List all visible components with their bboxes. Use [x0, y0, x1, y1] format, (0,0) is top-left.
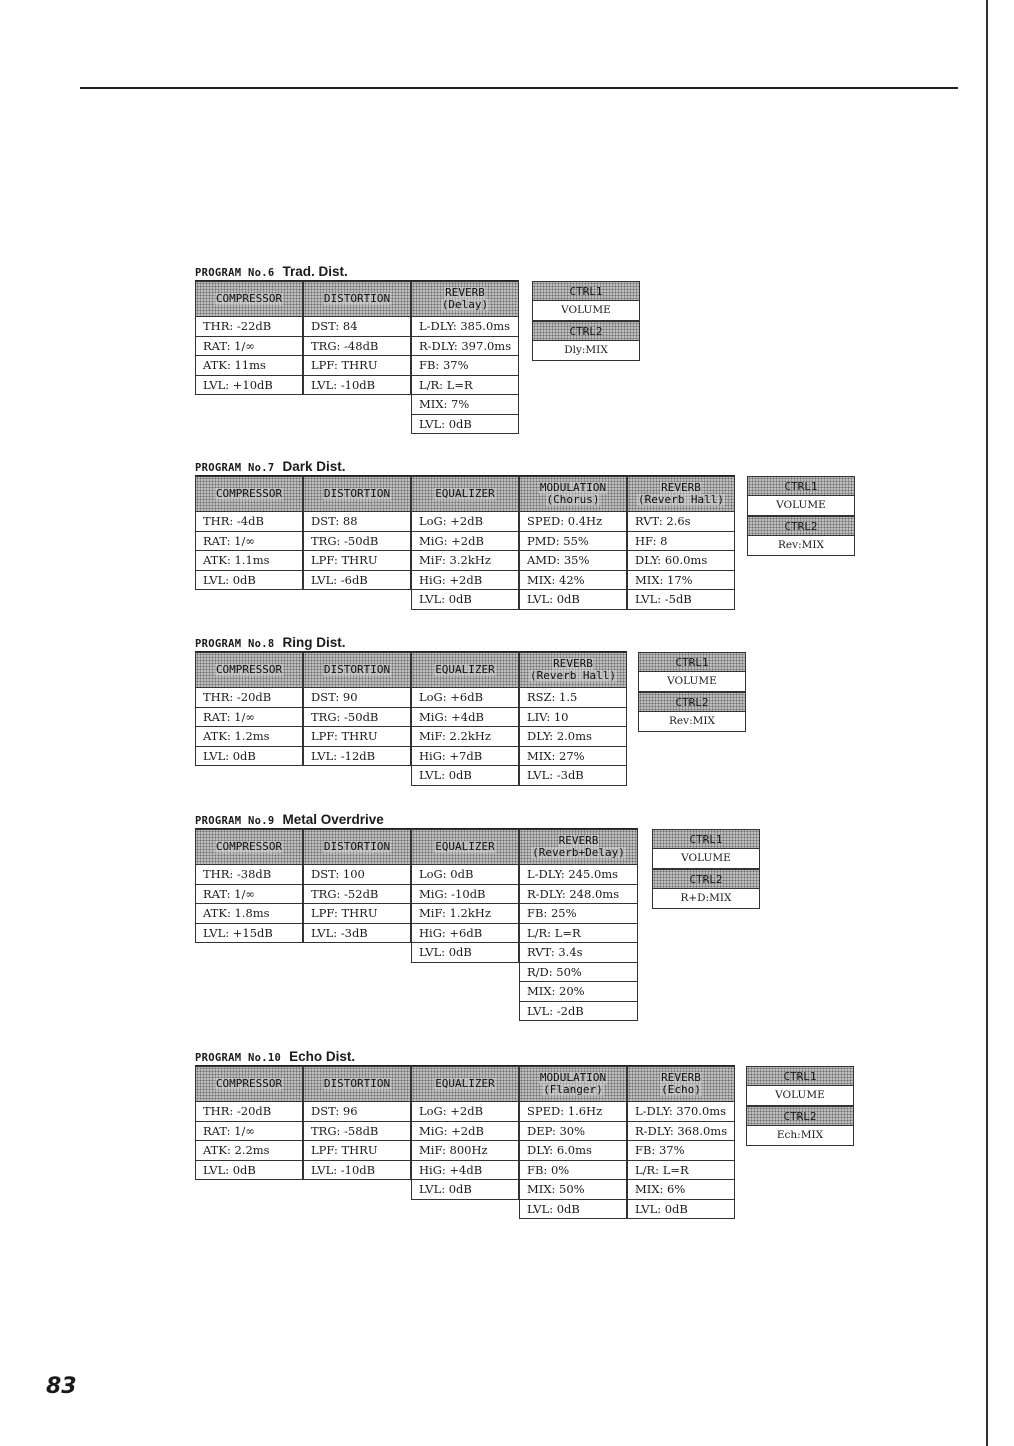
ctrl1-header: CTRL1	[532, 281, 640, 301]
param-cell: LVL: -5dB	[627, 590, 735, 610]
program-title	[195, 810, 638, 828]
controller-assign	[746, 1066, 854, 1146]
controller-assign	[638, 652, 746, 732]
param-cell: R/D: 50%	[519, 963, 638, 983]
ctrl1-header: CTRL1	[638, 652, 746, 672]
block-header: DISTORTION	[303, 829, 411, 865]
program-8	[195, 633, 717, 782]
param-cell: FB: 25%	[519, 904, 638, 924]
program-name: Metal Overdrive	[282, 812, 384, 827]
compressor-block	[195, 652, 303, 766]
program-10	[195, 1047, 825, 1216]
param-cell: ATK: 1.2ms	[195, 727, 303, 747]
compressor-block	[195, 476, 303, 590]
block-header: COMPRESSOR	[195, 829, 303, 865]
block-header: COMPRESSOR	[195, 476, 303, 512]
program-number: PROGRAM No.8	[195, 638, 275, 650]
param-cell: TRG: -48dB	[303, 337, 411, 357]
param-cell: MiF: 1.2kHz	[411, 904, 519, 924]
param-cell: HiG: +7dB	[411, 747, 519, 767]
param-cell: HiG: +6dB	[411, 924, 519, 944]
param-cell: LVL: -10dB	[303, 1161, 411, 1181]
reverb-block	[519, 829, 638, 1021]
program-title	[195, 633, 627, 651]
program-7	[195, 457, 826, 606]
param-cell: MIX: 6%	[627, 1180, 735, 1200]
program-name: Echo Dist.	[289, 1049, 356, 1064]
controller-assign	[652, 829, 760, 909]
param-cell: LPF: THRU	[303, 356, 411, 376]
param-cell: L-DLY: 245.0ms	[519, 865, 638, 885]
param-cell: RSZ: 1.5	[519, 688, 627, 708]
param-cell: TRG: -50dB	[303, 708, 411, 728]
param-cell: LVL: -12dB	[303, 747, 411, 767]
param-cell: LVL: -3dB	[519, 766, 627, 786]
equalizer-block	[411, 829, 519, 963]
param-cell: L/R: L=R	[519, 924, 638, 944]
block-header: REVERB (Reverb Hall)	[519, 652, 627, 688]
param-cell: LVL: 0dB	[411, 415, 519, 435]
param-cell: L-DLY: 370.0ms	[627, 1102, 735, 1122]
param-cell: MiG: +2dB	[411, 532, 519, 552]
param-cell: LVL: -6dB	[303, 571, 411, 591]
param-cell: LIV: 10	[519, 708, 627, 728]
param-cell: THR: -4dB	[195, 512, 303, 532]
param-cell: FB: 37%	[627, 1141, 735, 1161]
reverb-block	[519, 652, 627, 786]
param-cell: LVL: 0dB	[411, 766, 519, 786]
param-cell: THR: -22dB	[195, 317, 303, 337]
block-header: DISTORTION	[303, 652, 411, 688]
param-cell: TRG: -50dB	[303, 532, 411, 552]
ctrl1-value: VOLUME	[747, 496, 855, 516]
param-cell: L-DLY: 385.0ms	[411, 317, 519, 337]
header-rule	[80, 87, 958, 89]
compressor-block	[195, 281, 303, 395]
param-cell: LVL: 0dB	[411, 590, 519, 610]
block-header: MODULATION (Chorus)	[519, 476, 627, 512]
param-cell: MIX: 17%	[627, 571, 735, 591]
block-header: REVERB (Reverb+Delay)	[519, 829, 638, 865]
param-cell: RAT: 1/∞	[195, 337, 303, 357]
distortion-block	[303, 829, 411, 943]
equalizer-block	[411, 476, 519, 610]
program-title	[195, 262, 519, 280]
program-name: Dark Dist.	[282, 459, 346, 474]
distortion-block	[303, 476, 411, 590]
block-header: EQUALIZER	[411, 829, 519, 865]
program-name: Trad. Dist.	[282, 264, 348, 279]
ctrl1-header: CTRL1	[747, 476, 855, 496]
param-cell: ATK: 11ms	[195, 356, 303, 376]
distortion-block	[303, 1066, 411, 1180]
param-cell: LPF: THRU	[303, 1141, 411, 1161]
ctrl1-header: CTRL1	[746, 1066, 854, 1086]
param-cell: LVL: 0dB	[195, 1161, 303, 1181]
param-cell: HiG: +2dB	[411, 571, 519, 591]
compressor-block	[195, 1066, 303, 1180]
equalizer-block	[411, 652, 519, 786]
param-cell: MiF: 3.2kHz	[411, 551, 519, 571]
param-cell: DST: 84	[303, 317, 411, 337]
block-header: DISTORTION	[303, 476, 411, 512]
block-header: COMPRESSOR	[195, 1066, 303, 1102]
program-title	[195, 1047, 735, 1065]
param-cell: RVT: 2.6s	[627, 512, 735, 532]
ctrl2-header: CTRL2	[638, 692, 746, 712]
compressor-block	[195, 829, 303, 943]
param-cell: MIX: 42%	[519, 571, 627, 591]
ctrl2-header: CTRL2	[652, 869, 760, 889]
param-cell: RVT: 3.4s	[519, 943, 638, 963]
param-cell: MiG: -10dB	[411, 885, 519, 905]
param-cell: LPF: THRU	[303, 551, 411, 571]
param-cell: THR: -20dB	[195, 688, 303, 708]
param-cell: MIX: 7%	[411, 395, 519, 415]
ctrl1-value: VOLUME	[532, 301, 640, 321]
param-cell: LPF: THRU	[303, 904, 411, 924]
param-cell: PMD: 55%	[519, 532, 627, 552]
param-cell: LVL: 0dB	[411, 1180, 519, 1200]
ctrl1-value: VOLUME	[746, 1086, 854, 1106]
program-number: PROGRAM No.6	[195, 267, 275, 279]
param-cell: RAT: 1/∞	[195, 532, 303, 552]
param-cell: R-DLY: 368.0ms	[627, 1122, 735, 1142]
param-cell: LVL: +15dB	[195, 924, 303, 944]
param-cell: TRG: -58dB	[303, 1122, 411, 1142]
param-cell: DST: 100	[303, 865, 411, 885]
block-header: EQUALIZER	[411, 476, 519, 512]
param-cell: DST: 96	[303, 1102, 411, 1122]
param-cell: LVL: -3dB	[303, 924, 411, 944]
program-number: PROGRAM No.10	[195, 1052, 282, 1064]
param-cell: AMD: 35%	[519, 551, 627, 571]
block-header: EQUALIZER	[411, 1066, 519, 1102]
controller-assign	[747, 476, 855, 556]
reverb-block	[627, 476, 735, 610]
param-cell: SPED: 0.4Hz	[519, 512, 627, 532]
param-cell: SPED: 1.6Hz	[519, 1102, 627, 1122]
param-cell: ATK: 1.1ms	[195, 551, 303, 571]
param-cell: LVL: 0dB	[195, 571, 303, 591]
param-cell: LVL: 0dB	[627, 1200, 735, 1220]
param-cell: MiF: 800Hz	[411, 1141, 519, 1161]
param-cell: HF: 8	[627, 532, 735, 552]
equalizer-block	[411, 1066, 519, 1200]
param-cell: DLY: 60.0ms	[627, 551, 735, 571]
ctrl2-value: Dly:MIX	[532, 341, 640, 361]
block-header: DISTORTION	[303, 1066, 411, 1102]
param-cell: LVL: -10dB	[303, 376, 411, 396]
controller-assign	[532, 281, 640, 361]
param-cell: THR: -38dB	[195, 865, 303, 885]
right-margin-rule	[986, 0, 988, 1446]
block-header: EQUALIZER	[411, 652, 519, 688]
param-cell: ATK: 2.2ms	[195, 1141, 303, 1161]
ctrl1-header: CTRL1	[652, 829, 760, 849]
ctrl2-header: CTRL2	[532, 321, 640, 341]
param-cell: RAT: 1/∞	[195, 885, 303, 905]
param-cell: ATK: 1.8ms	[195, 904, 303, 924]
param-cell: MIX: 50%	[519, 1180, 627, 1200]
param-cell: TRG: -52dB	[303, 885, 411, 905]
param-cell: RAT: 1/∞	[195, 1122, 303, 1142]
param-cell: LoG: +6dB	[411, 688, 519, 708]
param-cell: MIX: 27%	[519, 747, 627, 767]
ctrl1-value: VOLUME	[638, 672, 746, 692]
block-header: DISTORTION	[303, 281, 411, 317]
ctrl2-header: CTRL2	[746, 1106, 854, 1126]
param-cell: FB: 0%	[519, 1161, 627, 1181]
param-cell: THR: -20dB	[195, 1102, 303, 1122]
program-name: Ring Dist.	[282, 635, 346, 650]
param-cell: L/R: L=R	[411, 376, 519, 396]
param-cell: R-DLY: 248.0ms	[519, 885, 638, 905]
param-cell: LVL: 0dB	[411, 943, 519, 963]
program-9	[195, 810, 732, 1018]
program-title	[195, 457, 735, 475]
distortion-block	[303, 281, 411, 395]
modulation-block	[519, 1066, 627, 1219]
param-cell: LVL: -2dB	[519, 1002, 638, 1022]
param-cell: MiG: +4dB	[411, 708, 519, 728]
param-cell: LoG: 0dB	[411, 865, 519, 885]
distortion-block	[303, 652, 411, 766]
page-number: 83	[46, 1374, 77, 1399]
block-header: COMPRESSOR	[195, 652, 303, 688]
param-cell: DLY: 2.0ms	[519, 727, 627, 747]
ctrl2-header: CTRL2	[747, 516, 855, 536]
modulation-block	[519, 476, 627, 610]
param-cell: LoG: +2dB	[411, 512, 519, 532]
param-cell: LVL: +10dB	[195, 376, 303, 396]
param-cell: DEP: 30%	[519, 1122, 627, 1142]
param-cell: LVL: 0dB	[519, 1200, 627, 1220]
param-cell: MiG: +2dB	[411, 1122, 519, 1142]
program-number: PROGRAM No.9	[195, 815, 275, 827]
reverb-block	[411, 281, 519, 434]
param-cell: LVL: 0dB	[519, 590, 627, 610]
param-cell: RAT: 1/∞	[195, 708, 303, 728]
param-cell: DST: 88	[303, 512, 411, 532]
param-cell: DST: 90	[303, 688, 411, 708]
ctrl2-value: Rev:MIX	[638, 712, 746, 732]
ctrl2-value: R+D:MIX	[652, 889, 760, 909]
param-cell: FB: 37%	[411, 356, 519, 376]
block-header: REVERB (Echo)	[627, 1066, 735, 1102]
param-cell: R-DLY: 397.0ms	[411, 337, 519, 357]
param-cell: L/R: L=R	[627, 1161, 735, 1181]
param-cell: DLY: 6.0ms	[519, 1141, 627, 1161]
program-number: PROGRAM No.7	[195, 462, 275, 474]
block-header: REVERB (Reverb Hall)	[627, 476, 735, 512]
block-header: MODULATION (Flanger)	[519, 1066, 627, 1102]
block-header: COMPRESSOR	[195, 281, 303, 317]
param-cell: MIX: 20%	[519, 982, 638, 1002]
param-cell: LoG: +2dB	[411, 1102, 519, 1122]
reverb-block	[627, 1066, 735, 1219]
ctrl2-value: Rev:MIX	[747, 536, 855, 556]
param-cell: HiG: +4dB	[411, 1161, 519, 1181]
param-cell: LVL: 0dB	[195, 747, 303, 767]
ctrl2-value: Ech:MIX	[746, 1126, 854, 1146]
program-6	[195, 262, 611, 431]
block-header: REVERB (Delay)	[411, 281, 519, 317]
param-cell: MiF: 2.2kHz	[411, 727, 519, 747]
param-cell: LPF: THRU	[303, 727, 411, 747]
ctrl1-value: VOLUME	[652, 849, 760, 869]
